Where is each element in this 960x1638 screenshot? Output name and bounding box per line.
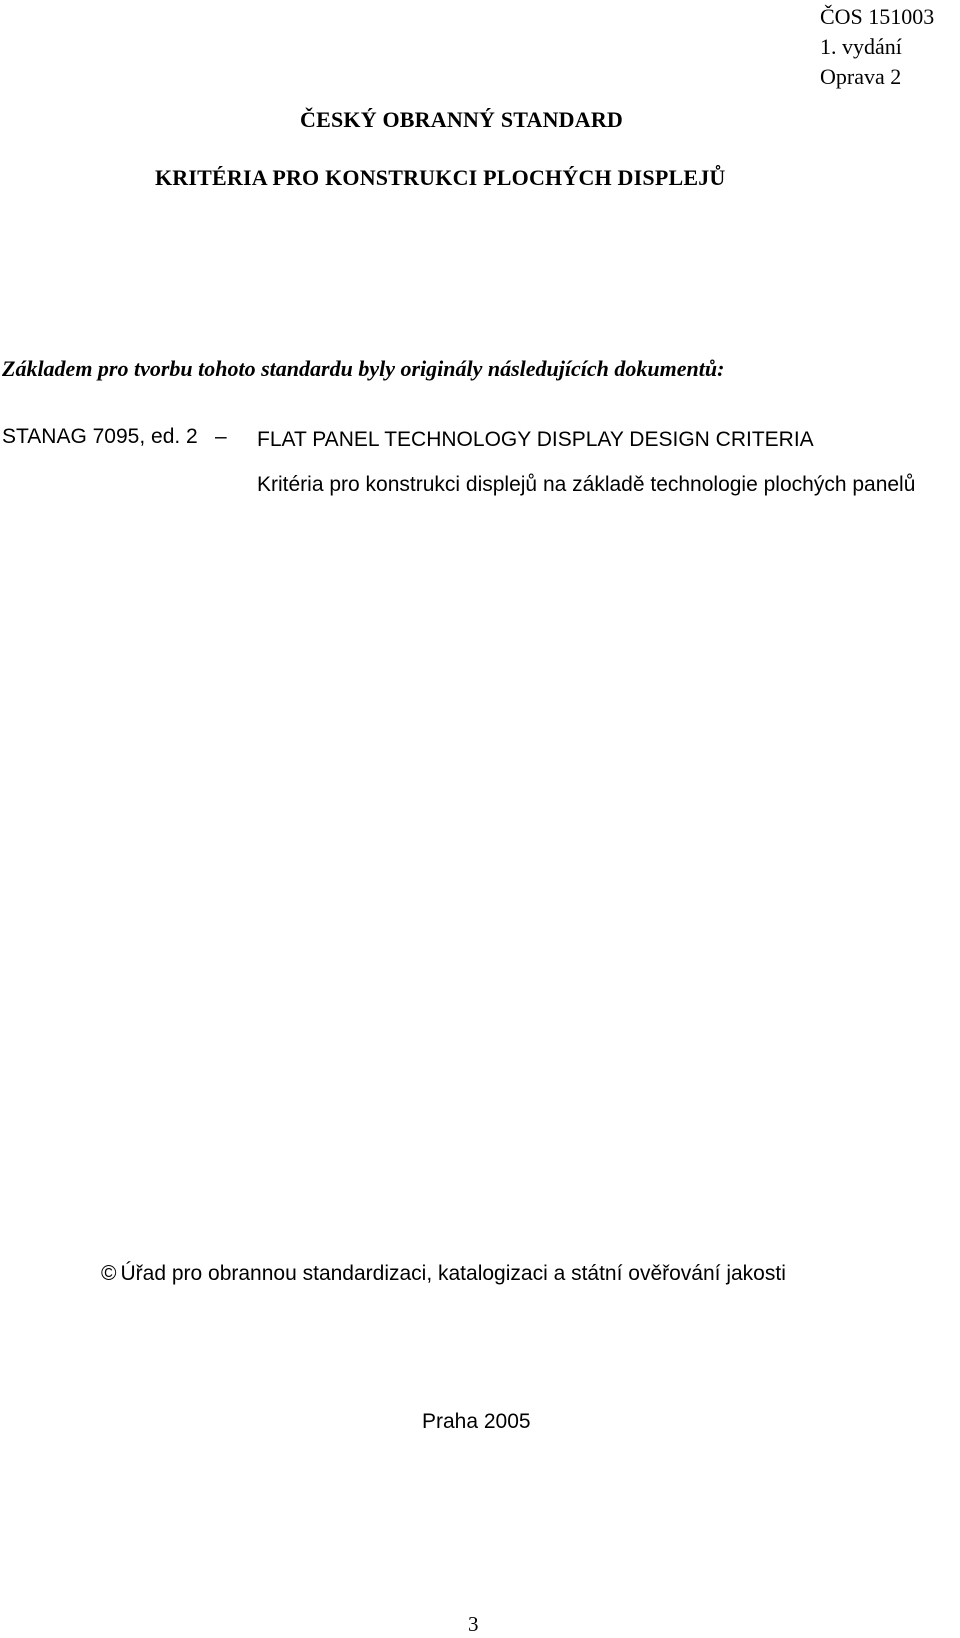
standard-code: ČOS 151003 — [820, 4, 935, 29]
copyright-icon: © — [101, 1262, 117, 1285]
standard-title: KRITÉRIA PRO KONSTRUKCI PLOCHÝCH DISPLEJŮ — [155, 165, 726, 190]
edition-label: 1. vydání — [820, 34, 902, 59]
source-document-title-cs: Kritéria pro konstrukci displejů na základě technologie plochých panelů — [257, 473, 916, 496]
copyright-holder: Úřad pro obrannou standardizaci, katalogizaci a státní ověřování jakosti — [120, 1262, 786, 1285]
copyright-line — [101, 1262, 786, 1286]
amendment-label: Oprava 2 — [820, 64, 902, 89]
source-document-code: STANAG 7095, ed. 2 — [2, 425, 198, 448]
place-year: Praha 2005 — [422, 1410, 531, 1433]
standard-type-heading: ČESKÝ OBRANNÝ STANDARD — [300, 107, 624, 132]
source-document-title-en: FLAT PANEL TECHNOLOGY DISPLAY DESIGN CRITERIA — [257, 428, 814, 451]
document-header — [820, 2, 960, 92]
source-document-titles — [257, 425, 947, 500]
basis-intro: Základem pro tvorbu tohoto standardu byly originály následujících dokumentů: — [2, 356, 725, 381]
source-document-separator: – — [215, 425, 227, 448]
page-number: 3 — [468, 1612, 479, 1636]
